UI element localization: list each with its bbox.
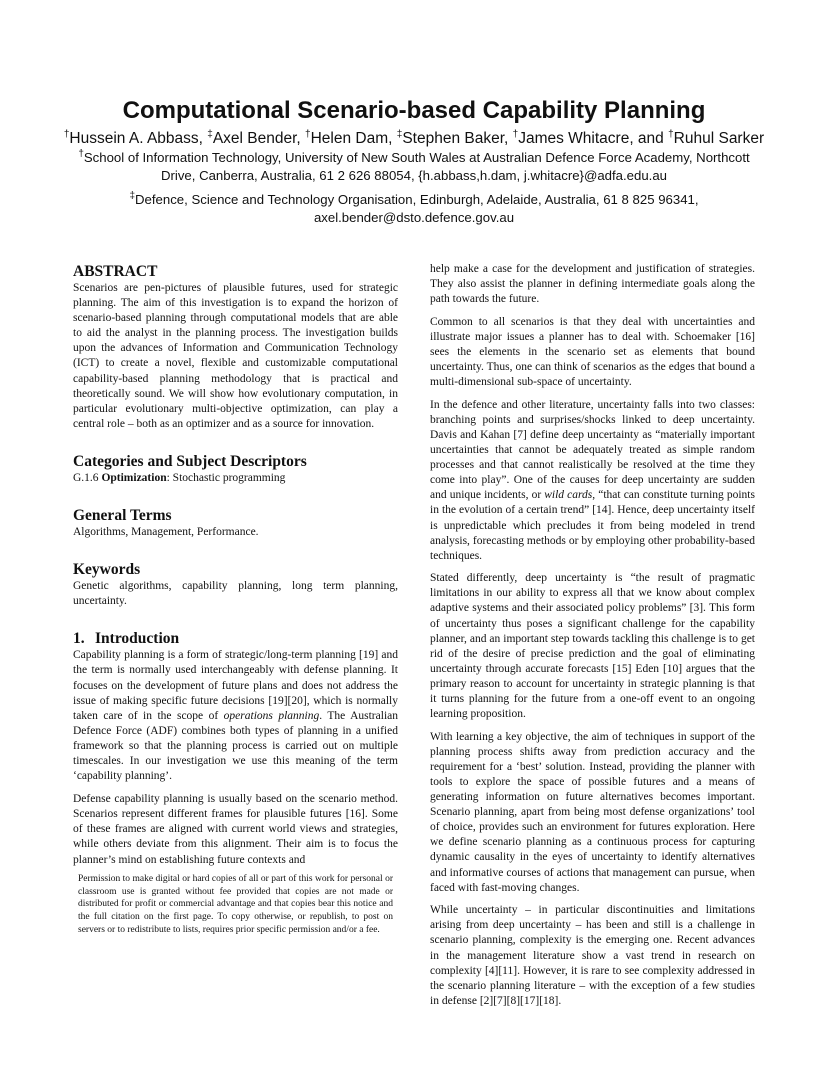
affiliation-mark: † xyxy=(78,148,84,160)
body-paragraph: While uncertainty – in particular discontinuities and limitations arising from deep uncertainty – has been and still is a challenge in scenario planning, complexity is the emerging one. Recent advances in the management literature show a vast trend in research on complexity [4][11]. However, it is rare to see complexity addressed in the scenario planning literature – with the exception of a few studies in defense [2][7][8][17][18]. xyxy=(430,904,755,1007)
category-bold: Optimization xyxy=(101,471,167,484)
affiliation-mark: ‡ xyxy=(396,128,403,140)
general-terms-text: Algorithms, Management, Performance. xyxy=(73,526,259,539)
categories-text xyxy=(73,471,398,486)
affiliation-text: School of Information Technology, University of New South Wales at Australian Defence Force Academy, Northcott Drive, Canberra, Australia, 61 2 626 88054, {h.abbass,h.dam, j.whitacre}@adfa.edu.au xyxy=(83,150,750,183)
right-column xyxy=(430,262,755,1016)
affiliation-mark: ‡ xyxy=(129,190,135,202)
author-list xyxy=(60,129,768,148)
author-entry xyxy=(64,130,207,147)
affiliation-mark: † xyxy=(512,128,519,140)
paper-header xyxy=(60,96,768,226)
affiliation-2 xyxy=(60,191,768,226)
author-name: Hussein A. Abbass, xyxy=(69,130,208,147)
intro-emphasis: operations planning xyxy=(223,709,320,722)
affiliation-mark: ‡ xyxy=(207,128,213,140)
paper-title: Computational Scenario-based Capability Planning xyxy=(122,97,706,124)
body-text: , “that can constitute turning points in the evolution of a certain trend” [14]. Hence, deep uncertainty itself is unpredictable which precludes it from being modeled in trend analysis, forecasting methods or by employing other probability-based techniques. xyxy=(430,489,755,562)
intro-text: . The Australian Defence Force (ADF) combines both types of planning in a unified framework so that the planning process is carried out on multiple timescales. In our investigation we use this meaning of the term ‘capability planning’. xyxy=(73,709,398,783)
abstract-heading: ABSTRACT xyxy=(73,263,158,280)
author-name: Axel Bender, xyxy=(212,130,306,147)
author-entry xyxy=(397,130,513,147)
body-emphasis: wild cards xyxy=(544,489,593,502)
affiliation-mark: † xyxy=(305,128,311,140)
author-entry xyxy=(668,130,764,147)
category-code: G.1.6 xyxy=(73,471,102,484)
body-paragraph xyxy=(430,398,755,564)
body-paragraph: help make a case for the development and justification of strategies. They also assist the planner in defining intermediate goals along the path towards the future. xyxy=(430,263,755,306)
category-rest: : Stochastic programming xyxy=(166,471,286,484)
author-entry xyxy=(207,130,305,147)
author-name: Ruhul Sarker xyxy=(673,130,765,147)
copyright-footnote: Permission to make digital or hard copies of all or part of this work for personal or classroom use is granted without fee provided that copies are not made or distributed for profit or commercial advantage and that copies bear this notice and the full citation on the first page. To copy otherwise, or republish, to post on servers or to redistribute to lists, requires prior specific permission and/or a fee. xyxy=(78,874,393,935)
affiliation-mark: † xyxy=(668,128,674,140)
general-terms-heading: General Terms xyxy=(73,507,172,525)
affiliation-text: Defence, Science and Technology Organisation, Edinburgh, Adelaide, Australia, 61 8 825 96341, axel.bender@dsto.defence.gov.au xyxy=(135,192,699,225)
body-paragraph: With learning a key objective, the aim of techniques in support of the planning process shifts away from prediction accuracy and the requirement for a ‘best’ solution. Instead, providing the planner with tools to explore the space of possible futures and a means of generating information on future alternatives becomes important. Scenario planning, apart from being most defense organizations’ tool of choice, provides such an environment for futures exploration. Here we define scenario planning as a continuous process for capturing dynamic causality in the eyes of uncertainty to identify alternatives and informative courses of actions that management can pursue, when faced with fast-moving changes. xyxy=(430,730,755,894)
author-name: Helen Dam, xyxy=(310,130,397,147)
categories-heading: Categories and Subject Descriptors xyxy=(73,452,307,470)
body-paragraph: Stated differently, deep uncertainty is “the result of pragmatic limitations in our ability to express all that we know about complex adaptive systems and their associated policy problems” [3]. This form of uncertainty thus poses a significant challenge for the capability planner, and an important step towards tackling this challenge is to get rid of the desire of precise prediction and the goal of eliminating uncertainty through accurate forecasts [15] Eden [10] argues that the primary reason to account for uncertainty in strategic planning is that it turns planning for the future from a one-off event to an ongoing learning proposition. xyxy=(430,572,755,721)
author-name: James Whitacre, and xyxy=(518,130,669,147)
affiliation-1 xyxy=(60,149,768,184)
intro-text: Capability planning is a form of strategic/long-term planning [19] and the term is normally used interchangeably with defense planning. It focuses on the development of future plans and does not address the issue of making specific future decisions [19][20], which is normally taken care of in the scope of xyxy=(73,649,398,722)
section-title: Introduction xyxy=(95,630,180,648)
author-entry xyxy=(305,130,397,147)
affiliation-mark: † xyxy=(63,128,70,140)
body-paragraph: Common to all scenarios is that they deal with uncertainties and illustrate major issues a planner has to deal with. Schoemaker [16] sees the elements in the scenario set as elements that bound uncertainty. Thus, one can think of scenarios as the edges that bound a multi-dimensional sub-space of uncertainty. xyxy=(430,315,755,389)
keywords-heading: Keywords xyxy=(73,561,141,579)
intro-paragraph: Defense capability planning is usually based on the scenario method. Scenarios represent different frames for plausible futures [16]. Some of these frames are aligned with current world views and strategies, while others deviate from this alignment. Their aim is to focus the planner’s mind on establishing future contexts and xyxy=(73,793,398,866)
introduction-heading xyxy=(73,629,398,648)
left-column xyxy=(73,262,398,868)
author-entry xyxy=(513,130,668,147)
author-name: Stephen Baker, xyxy=(402,130,513,147)
intro-paragraph xyxy=(73,648,398,784)
body-text: In the defence and other literature, uncertainty falls into two classes: branching points and surprises/shocks linked to deep uncertainty. Davis and Kahan [7] define deep uncertainty as “materially important uncertainties that cannot be adequately treated as simple random processes and that cannot realistically be resolved at the time they come into play”. One of the causes for deep uncertainty are sudden and unique incidents, or xyxy=(430,398,755,502)
keywords-text: Genetic algorithms, capability planning, long term planning, uncertainty. xyxy=(73,580,398,608)
abstract-text: Scenarios are pen-pictures of plausible futures, used for strategic planning. The aim of this investigation is to expand the horizon of scenario-based planning through computational models that are able to aid the analyst in the planning process. The investigation builds upon the advances of Information and Communication Technology (ICT) to create a novel, flexible and customizable computational capability-based planning methodology that is practical and theoretically sound. We will show how evolutionary computation, in particular evolutionary multi-objective optimization, can play a central role – both as an optimizer and as a source for innovation. xyxy=(73,282,398,430)
section-number: 1. xyxy=(73,630,85,648)
